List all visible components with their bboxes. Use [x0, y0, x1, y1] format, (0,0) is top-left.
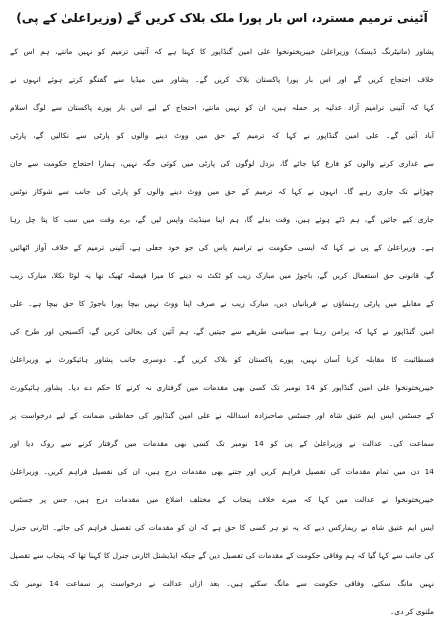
article-line: کے جسٹس ایس ایم عتیق شاہ اور جسٹس صاحبزادہ اسداللہ نے علی امین گنڈاپور کی حفاظتی ضمانت کے لیے درخواست پر — [10, 411, 434, 420]
article-line: 14 دن میں تمام مقدمات کی تفصیل فراہم کریں اور جتنے بھی مقدمات درج ہیں، ان کی تفصیل فراہم کریں۔ وزیراعلیٰ — [10, 467, 434, 476]
article-line: خلاف احتجاج کریں گے اور اس بار پورا پاکستان بلاک کریں گے۔ پشاور میں میڈیا سے گفتگو کرتے ہوئے انہوں نے — [10, 75, 434, 84]
article-line: پشاور (مانیٹرنگ ڈیسک) وزیراعلیٰ خیبرپختونخوا علی امین گنڈاپور کا کہنا ہے کہ آئینی ترمیم کو نہیں مانتے، ہم اس کے — [10, 47, 434, 56]
article-line: امین گنڈاپور نے کہا کہ پرامن رہنا ہے سیاسی طریقے سے جیتیں گے، ہم آئین کی بحالی کریں گے، آکسیجن اور طرح کی — [10, 327, 434, 336]
article-line: جاری کیے جائیں گے، ہم ڈٹے ہوئے ہیں، وقت بدلے گا، ہم اپنا مینڈیٹ واپس لیں گے، برے وقت میں سب کا پتا چل رہا — [10, 215, 434, 224]
article-line: خیبرپختونخوا علی امین گنڈاپور کو 14 نومبر تک کسی بھی مقدمات میں گرفتاری نہ کرنے کا حکم دے دیا۔ پشاور ہائیکورٹ — [10, 383, 434, 392]
article-line: فسطائیت کا مقابلہ کرنا آسان نہیں، پورے پاکستان کو بلاک کریں گے۔ دوسری جانب پشاور ہائیکورٹ نے وزیراعلیٰ — [10, 355, 434, 364]
article-line: ہے۔ وزیراعلیٰ کے پی نے کہا کہ ایسی حکومت نے ترامیم پاس کی جو خود جعلی ہے، آئینی ترمیم کے خلاف آواز اٹھائیں — [10, 243, 434, 252]
article-line: گے، قانونی حق استعمال کریں گے، باجوڑ میں مبارک زیب کو ٹکٹ نہ دینے کا میرا فیصلہ ٹھیک تھا یہ لوٹا نکلا، مبارک زیب — [10, 271, 434, 280]
article-line: ملتوی کر دی۔ — [389, 607, 434, 616]
article-body — [10, 38, 434, 626]
article-line: خیبرپختونخوا نے عدالت میں کہا کہ میرے خلاف پنجاب کے مختلف اضلاع میں مقدمات درج ہیں، جس پر جسٹس — [10, 495, 434, 504]
article-line: کہا کہ آئینی ترامیم آزاد عدلیہ پر حملہ ہیں، ان کو نہیں مانتے، احتجاج کے لیے اس بار پورے پاکستان سے لوگ اسلام — [10, 103, 434, 112]
article-line: کی جانب سے کہا گیا کہ ہم وفاقی حکومت کے مقدمات کی تفصیل دیں گے جبکہ ایڈیشنل اٹارنی جنرل کا کہنا تھا کہ پنجاب سے تفصیل — [10, 551, 434, 560]
article-line: سے غداری کرنے والوں کو فارغ کیا جائے گا، بزدل لوگوں کی پارٹی میں کوئی جگہ نہیں، ہمارا احتجاج حکومت سے جان — [10, 159, 434, 168]
article-line: سماعت کی۔ عدالت نے وزیراعلیٰ کے پی کو 14 نومبر تک کسی بھی مقدمات میں گرفتار کرنے سے روک دیا اور — [10, 439, 434, 448]
article-line: ایس ایم عتیق شاہ نے ریمارکس دیے کہ یہ تو ہر کسی کا حق ہے کہ ان کو مقدمات کی تفصیل فراہم کی جائے۔ اٹارنی جنرل — [10, 523, 434, 532]
article-title: آئینی ترمیم مسترد، اس بار پورا ملک بلاک کریں گے (وزیراعلیٰ کے پی) — [16, 11, 428, 25]
article-line: آباد آئیں گے۔ علی امین گنڈاپور نے کہا کہ ترمیم کے حق میں ووٹ دینے والوں کو پارٹی سے نکالیں گے، پارٹی — [10, 131, 434, 140]
article-line: کے مقابلے میں پارٹی رہنماؤں نے قربانیاں دیں، مبارک زیب نے صرف اپنا ووٹ نہیں بیچا پورا باجوڑ کا حق بیچا ہے۔ علی — [10, 299, 434, 308]
article-line: نہیں مانگ سکتے، وفاقی حکومت سے مانگ سکتے ہیں۔ بعد ازاں عدالت نے درخواست پر سماعت 14 نومبر تک — [10, 579, 435, 588]
article-line: چھڑانے تک جاری رہے گا۔ انہوں نے کہا کہ ترمیم کے حق میں ووٹ دینے والوں کو پارٹی کی جانب سے شوکاز نوٹس — [10, 187, 434, 196]
